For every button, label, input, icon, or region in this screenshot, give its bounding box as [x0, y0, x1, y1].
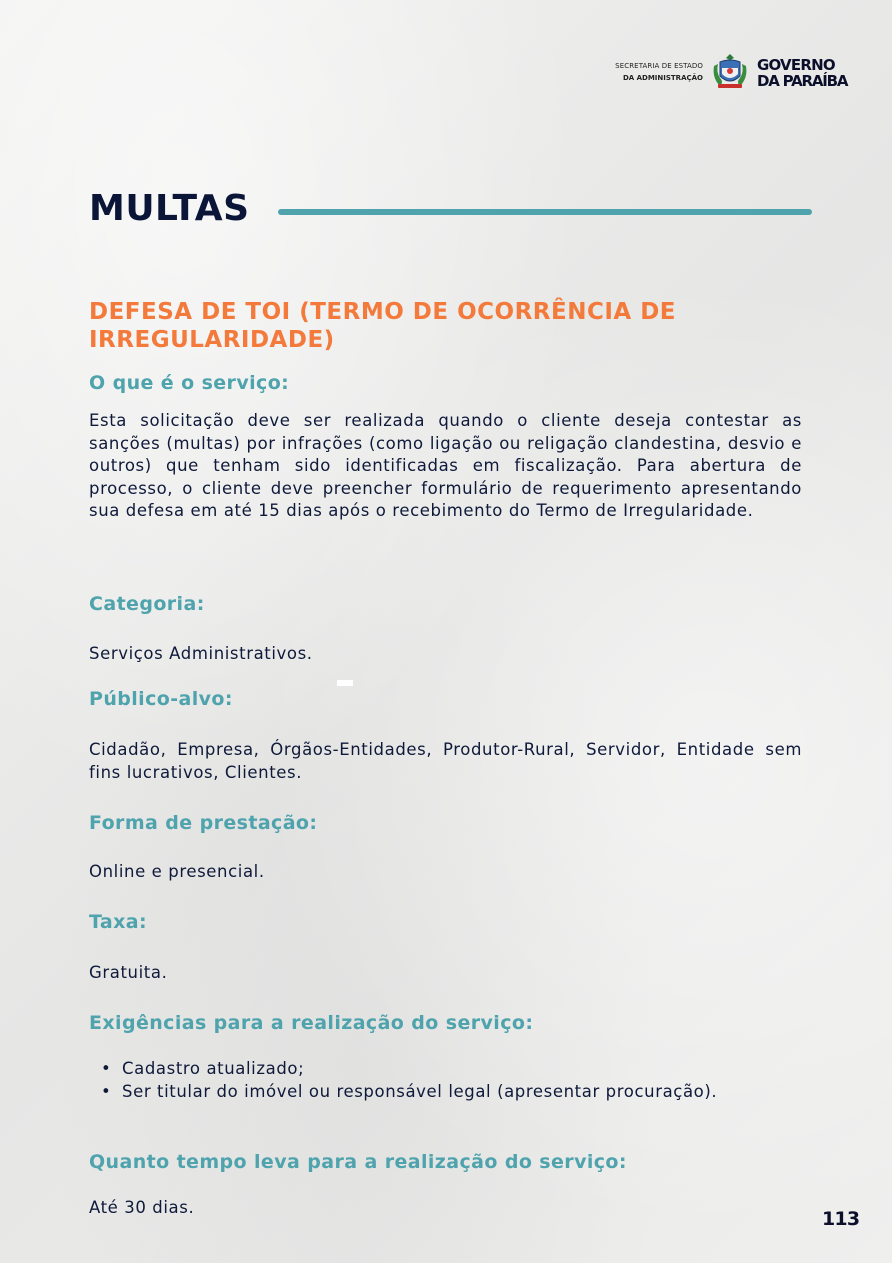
- section-heading-audience: Público-alvo:: [89, 688, 233, 710]
- governo-line1: GOVERNO: [757, 56, 835, 74]
- section-heading-what: O que é o serviço:: [89, 372, 290, 394]
- section-text-time: Até 30 dias.: [89, 1198, 195, 1217]
- header-logo: [600, 52, 850, 94]
- bullet-icon: •: [101, 1081, 112, 1101]
- section-heading-time: Quanto tempo leva para a realização do serviço:: [89, 1151, 627, 1173]
- requirements-list: [89, 1058, 802, 1103]
- section-heading-fee: Taxa:: [89, 911, 148, 933]
- bullet-icon: •: [101, 1059, 112, 1078]
- list-item-text: Ser titular do imóvel ou responsável legal (apresentar procuração).: [122, 1081, 718, 1101]
- section-text-delivery: Online e presencial.: [89, 862, 265, 881]
- title-rule: [278, 209, 812, 215]
- section-heading-category: Categoria:: [89, 593, 205, 615]
- section-text-category: Serviços Administrativos.: [89, 644, 313, 663]
- service-title: DEFESA DE TOI (TERMO DE OCORRÊNCIA DE IRREGULARIDADE): [89, 299, 677, 353]
- section-heading-delivery: Forma de prestação:: [89, 812, 318, 834]
- state-coat-of-arms-icon: [710, 52, 750, 92]
- section-heading-requirements: Exigências para a realização do serviço:: [89, 1012, 534, 1034]
- paper-speck: [337, 680, 353, 686]
- list-item: [89, 1058, 802, 1081]
- secretaria-line2: DA ADMINISTRAÇÃO: [622, 74, 703, 82]
- page-number: 113: [822, 1208, 860, 1230]
- page-title: MULTAS: [89, 188, 250, 229]
- section-text-fee: Gratuita.: [89, 963, 168, 982]
- section-text-audience: Cidadão, Empresa, Órgãos-Entidades, Produtor-Rural, Servidor, Entidade sem fins lucrativos, Clientes.: [89, 740, 802, 782]
- secretaria-line1: SECRETARIA DE ESTADO: [615, 62, 703, 70]
- section-text-what: Esta solicitação deve ser realizada quando o cliente deseja contestar as sanções (multas) por infrações (como ligação ou religação clandestina, desvio e outros) que tenham sido identificadas em fiscalização. Para abertura de processo, o cliente deve preencher formulário de requerimento apresentando sua defesa em até 15 dias após o recebimento do Termo de Irregularidade.: [89, 411, 802, 520]
- list-item: [89, 1081, 802, 1104]
- list-item-text: Cadastro atualizado;: [122, 1059, 305, 1078]
- governo-line2: DA PARAÍBA: [757, 72, 848, 90]
